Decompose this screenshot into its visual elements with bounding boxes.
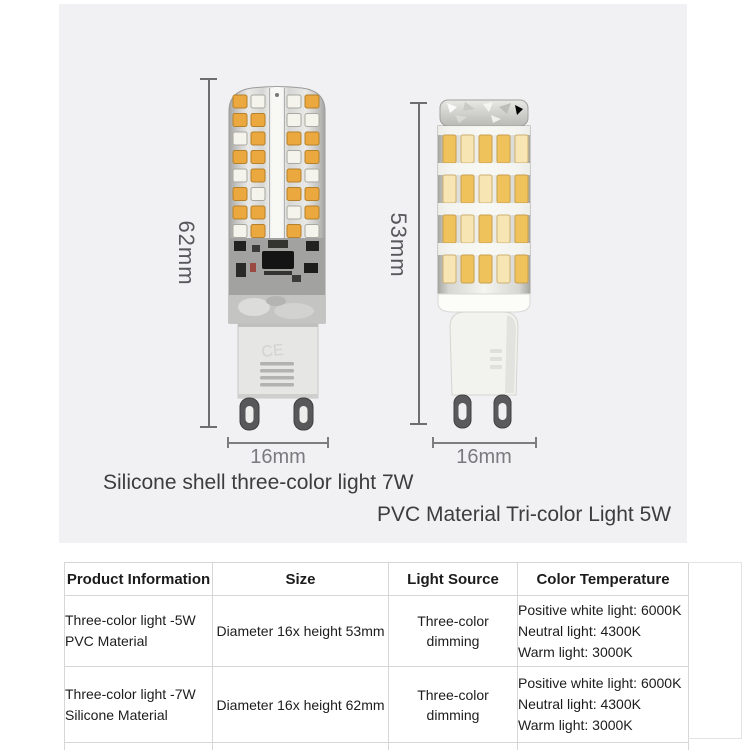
left-height-dimension-cap-top <box>200 78 217 80</box>
photo-background-panel <box>59 4 687 543</box>
left-width-dimension-line <box>227 442 329 444</box>
product-cell-7w <box>65 667 213 743</box>
temp-white-7w: Positive white light: 6000K <box>518 675 682 691</box>
product-cell-5w <box>65 596 213 667</box>
spec-table <box>64 562 689 750</box>
product-name-7w: Three-color light -7W <box>65 685 196 702</box>
right-width-dimension-line <box>432 442 537 444</box>
temp-white-5w: Positive white light: 6000K <box>518 601 682 618</box>
product-material-5w: PVC Material <box>65 633 148 649</box>
left-height-dimension-line <box>208 79 210 428</box>
right-height-dimension-cap-top <box>410 102 427 104</box>
header-color-temperature: Color Temperature <box>518 563 689 596</box>
header-size: Size <box>213 563 389 596</box>
table-row-7w <box>65 667 689 743</box>
pvc-bulb-caption: PVC Material Tri-color Light 5W <box>377 503 672 526</box>
right-height-dimension-cap-bottom <box>410 423 427 425</box>
right-height-dimension-label: 53mm <box>386 212 411 278</box>
left-height-dimension-cap-bottom <box>200 426 217 428</box>
table-top-border-extension <box>688 562 742 563</box>
left-height-dimension-label: 62mm <box>174 220 199 286</box>
right-width-dimension-tick-right <box>535 437 537 448</box>
right-width-dimension-tick-left <box>432 437 434 448</box>
header-light-source: Light Source <box>389 563 518 596</box>
right-width-dimension-label: 16mm <box>456 446 512 468</box>
color-temp-cell-7w <box>518 667 689 743</box>
product-name-5w: Three-color light -5W <box>65 612 196 628</box>
temp-warm-5w: Warm light: 3000K <box>518 643 633 660</box>
light-source-cell-7w: Three-color dimming <box>389 667 518 743</box>
silicone-bulb-image <box>224 85 332 431</box>
silicone-bulb-caption: Silicone shell three-color light 7W <box>103 471 414 494</box>
table-row-clipped <box>65 743 689 750</box>
header-product-information: Product Information <box>65 563 213 596</box>
product-material-7w: Silicone Material <box>65 706 168 723</box>
svg-text:CE: CE <box>260 341 285 361</box>
table-row-5w <box>65 596 689 667</box>
left-width-dimension-tick-right <box>327 437 329 448</box>
right-height-dimension-line <box>418 103 420 425</box>
temp-neutral-7w: Neutral light: 4300K <box>518 696 641 712</box>
color-temp-cell-5w <box>518 596 689 667</box>
table-right-border-extension <box>741 562 742 739</box>
temp-neutral-5w: Neutral light: 4300K <box>518 622 641 639</box>
size-cell-7w: Diameter 16x height 62mm <box>213 667 389 743</box>
left-width-dimension-label: 16mm <box>250 446 306 468</box>
table-bottom-border-extension <box>688 738 742 739</box>
left-width-dimension-tick-left <box>227 437 229 448</box>
spec-table-header-row <box>65 563 689 596</box>
temp-warm-7w: Warm light: 3000K <box>518 717 633 733</box>
light-source-cell-5w: Three-color dimming <box>389 596 518 667</box>
pvc-bulb-image <box>435 97 533 433</box>
size-cell-5w: Diameter 16x height 53mm <box>213 596 389 667</box>
